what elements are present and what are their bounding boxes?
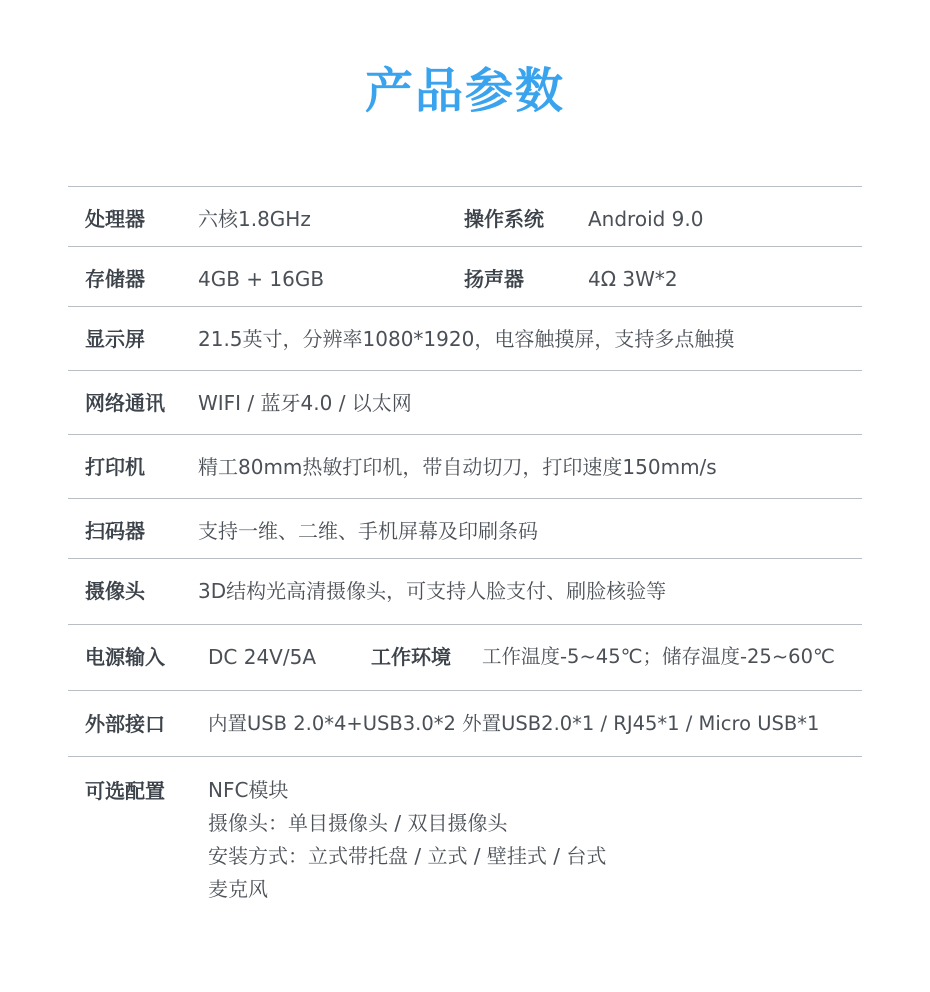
- page-title: 产品参数: [364, 63, 565, 119]
- spec-row-options: [68, 757, 862, 927]
- spec-label-printer: 打印机: [85, 455, 145, 479]
- spec-row-display: [68, 307, 862, 370]
- spec-value-display: 21.5英寸，分辨率1080*1920，电容触摸屏，支持多点触摸: [198, 327, 735, 351]
- spec-value-options: [208, 774, 606, 906]
- spec-label-cpu: 处理器: [85, 207, 145, 231]
- spec-row-network: [68, 371, 862, 434]
- option-line: 麦克风: [208, 877, 268, 901]
- spec-table: [68, 186, 862, 927]
- spec-label-storage: 存储器: [85, 267, 145, 291]
- spec-value-camera: 3D结构光高清摄像头，可支持人脸支付、刷脸核验等: [198, 579, 667, 603]
- spec-label-scanner: 扫码器: [85, 519, 145, 543]
- spec-value-environment: 工作温度-5~45℃；储存温度-25~60℃: [482, 645, 835, 668]
- spec-label-network: 网络通讯: [85, 391, 165, 415]
- spec-row-scanner: [68, 499, 862, 558]
- spec-value-cpu: 六核1.8GHz: [198, 207, 311, 231]
- spec-label-environment: 工作环境: [371, 645, 451, 669]
- spec-row-cpu-os: [68, 187, 862, 246]
- spec-label-display: 显示屏: [85, 327, 145, 351]
- spec-value-power: DC 24V/5A: [208, 645, 316, 669]
- spec-value-speaker: 4Ω 3W*2: [588, 267, 678, 291]
- spec-row-power-environment: [68, 625, 862, 690]
- spec-row-printer: [68, 435, 862, 498]
- spec-label-options: 可选配置: [85, 779, 165, 803]
- spec-value-network: WIFI / 蓝牙4.0 / 以太网: [198, 391, 412, 415]
- spec-value-os: Android 9.0: [588, 207, 704, 231]
- option-line: 摄像头：单目摄像头 / 双目摄像头: [208, 811, 508, 835]
- spec-row-camera: [68, 559, 862, 624]
- spec-value-scanner: 支持一维、二维、手机屏幕及印刷条码: [198, 519, 538, 543]
- spec-value-ports: 内置USB 2.0*4+USB3.0*2 外置USB2.0*1 / RJ45*1 / Micro USB*1: [208, 712, 820, 735]
- spec-label-speaker: 扬声器: [464, 267, 524, 291]
- spec-label-camera: 摄像头: [85, 579, 145, 603]
- option-line: 安装方式：立式带托盘 / 立式 / 壁挂式 / 台式: [208, 844, 607, 868]
- option-line: NFC模块: [208, 778, 289, 802]
- spec-row-storage-speaker: [68, 247, 862, 306]
- spec-row-ports: [68, 691, 862, 756]
- spec-label-os: 操作系统: [464, 207, 544, 231]
- spec-label-power: 电源输入: [85, 645, 165, 669]
- spec-value-storage: 4GB + 16GB: [198, 267, 325, 291]
- spec-value-printer: 精工80mm热敏打印机，带自动切刀，打印速度150mm/s: [198, 455, 717, 479]
- spec-label-ports: 外部接口: [85, 712, 165, 736]
